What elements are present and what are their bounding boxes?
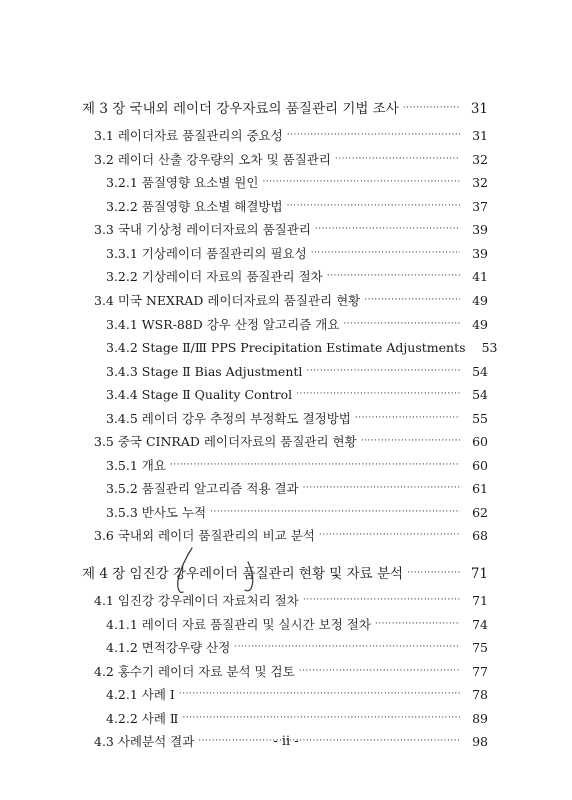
toc-page-number: 31 bbox=[470, 101, 488, 117]
toc-entry-3-2-2b bbox=[106, 266, 488, 288]
dot-leader bbox=[364, 289, 460, 311]
toc-entry-3-5-2 bbox=[106, 478, 488, 500]
toc-page-number: 60 bbox=[472, 434, 488, 449]
toc-page-number: 68 bbox=[472, 528, 488, 543]
toc-page-number: 61 bbox=[472, 481, 488, 496]
toc-entry-3-5-3 bbox=[106, 502, 488, 524]
toc-entry-title: 3.1 레이더자료 품질관리의 중요성 bbox=[94, 128, 283, 143]
toc-entry-3-2-2 bbox=[106, 196, 488, 218]
toc-entry-3-4-1 bbox=[106, 314, 488, 336]
toc-entry-3-4-2 bbox=[106, 337, 498, 359]
toc-page-number: 77 bbox=[472, 664, 488, 679]
dot-leader bbox=[296, 383, 460, 405]
toc-entry-4-1-2 bbox=[106, 637, 488, 659]
toc-entry-title: 3.2.2 기상레이더 자료의 품질관리 절차 bbox=[106, 269, 323, 284]
dot-leader bbox=[361, 430, 460, 452]
toc-entry-4-1 bbox=[94, 590, 488, 612]
toc-page-number: 71 bbox=[470, 566, 488, 582]
toc-page-number: 89 bbox=[472, 711, 488, 726]
toc-entry-title: 3.4.4 Stage Ⅱ Quality Control bbox=[106, 387, 293, 402]
toc-entry-title: 3.2.1 품질영향 요소별 원인 bbox=[106, 175, 259, 190]
dot-leader bbox=[355, 407, 460, 429]
toc-entry-title: 3.4.2 Stage Ⅱ/Ⅲ PPS Precipitation Estimate Adjustments bbox=[106, 340, 466, 355]
page-footer: - ii - bbox=[273, 734, 299, 749]
toc-entry-4-2 bbox=[94, 661, 488, 683]
dot-leader bbox=[335, 148, 460, 170]
toc-entry-title: 4.1.1 레이더 자료 품질관리 및 실시간 보정 절차 bbox=[106, 617, 371, 632]
toc-entry-title: 4.2 홍수기 레이더 자료 분석 및 검토 bbox=[94, 664, 295, 679]
toc-entry-3-4 bbox=[94, 290, 488, 312]
toc-page-number: 55 bbox=[472, 411, 488, 426]
toc-page-number: 49 bbox=[472, 293, 488, 308]
toc-page-number: 32 bbox=[472, 152, 488, 167]
toc-entry-title: 4.1.2 면적강우량 산정 bbox=[106, 640, 231, 655]
dot-leader bbox=[262, 171, 460, 193]
dot-leader bbox=[170, 454, 460, 476]
toc-entry-3-4-5 bbox=[106, 408, 488, 430]
dot-leader bbox=[303, 589, 460, 611]
toc-entry-title: 3.2.2 품질영향 요소별 해결방법 bbox=[106, 199, 283, 214]
toc-page-number: 39 bbox=[472, 246, 488, 261]
dot-leader bbox=[299, 660, 460, 682]
dot-leader bbox=[303, 477, 460, 499]
toc-entry-3-3 bbox=[94, 219, 488, 241]
toc-entry-title: 3.4.1 WSR-88D 강우 산정 알고리즘 개요 bbox=[106, 317, 340, 332]
toc-page-number: 37 bbox=[472, 199, 488, 214]
toc-page-number: 32 bbox=[472, 175, 488, 190]
toc-page-number: 62 bbox=[472, 505, 488, 520]
toc-entry-title: 3.5 중국 CINRAD 레이더자료의 품질관리 현황 bbox=[94, 434, 357, 449]
dot-leader bbox=[210, 501, 460, 523]
toc-page-number: 39 bbox=[472, 222, 488, 237]
dot-leader bbox=[287, 195, 460, 217]
toc-entry-title: 3.6 국내외 레이더 품질관리의 비교 분석 bbox=[94, 528, 315, 543]
toc-page-number: 49 bbox=[472, 317, 488, 332]
toc-entry-title: 3.2 레이더 산출 강우량의 오차 및 품질관리 bbox=[94, 152, 331, 167]
toc-page-number: 98 bbox=[472, 734, 488, 749]
toc-page-number: 60 bbox=[472, 458, 488, 473]
toc-entry-3-4-4 bbox=[106, 384, 488, 406]
toc-entry-3-3-1 bbox=[106, 243, 488, 265]
toc-entry-title: 4.2.1 사례 Ⅰ bbox=[106, 687, 175, 702]
dot-leader bbox=[319, 524, 460, 546]
dot-leader bbox=[327, 265, 460, 287]
toc-entry-4-2-1 bbox=[106, 684, 488, 706]
dot-leader bbox=[407, 562, 460, 584]
toc-page-number: 74 bbox=[472, 617, 488, 632]
toc-entry-chapter-4 bbox=[82, 563, 488, 585]
toc-entry-3-1 bbox=[94, 125, 488, 147]
dot-leader bbox=[234, 636, 460, 658]
toc-entry-4-1-1 bbox=[106, 614, 488, 636]
toc-page-number: 71 bbox=[472, 593, 488, 608]
toc-entry-title: 제 3 장 국내외 레이더 강우자료의 품질관리 기법 조사 bbox=[82, 101, 399, 117]
toc-entry-title: 4.1 임진강 강우레이더 자료처리 절차 bbox=[94, 593, 299, 608]
dot-leader bbox=[403, 97, 460, 119]
toc-entry-title: 3.4 미국 NEXRAD 레이더자료의 품질관리 현황 bbox=[94, 293, 361, 308]
toc-entry-4-2-2 bbox=[106, 708, 488, 730]
dot-leader bbox=[306, 360, 460, 382]
toc-entry-3-5-1 bbox=[106, 455, 488, 477]
toc-entry-title: 3.4.5 레이더 강우 추정의 부정확도 결정방법 bbox=[106, 411, 351, 426]
toc-page-number: 78 bbox=[472, 687, 488, 702]
toc-entry-title: 3.3 국내 기상청 레이더자료의 품질관리 bbox=[94, 222, 311, 237]
toc-page-number: 31 bbox=[472, 128, 488, 143]
toc-entry-title: 3.4.3 Stage Ⅱ Bias Adjustmentl bbox=[106, 364, 303, 379]
dot-leader bbox=[179, 683, 460, 705]
toc-entry-title: 3.5.3 반사도 누적 bbox=[106, 505, 207, 520]
toc-entry-3-4-3 bbox=[106, 361, 488, 383]
toc-page-number: 54 bbox=[472, 387, 488, 402]
dot-leader bbox=[287, 124, 460, 146]
toc-entry-3-6 bbox=[94, 525, 488, 547]
toc-entry-title: 4.2.2 사례 Ⅱ bbox=[106, 711, 179, 726]
dot-leader bbox=[315, 218, 460, 240]
toc-entry-title: 3.5.2 품질관리 알고리즘 적용 결과 bbox=[106, 481, 299, 496]
toc-entry-title: 3.5.1 개요 bbox=[106, 458, 166, 473]
toc-entry-chapter-3 bbox=[82, 98, 488, 120]
dot-leader bbox=[375, 613, 460, 635]
dot-leader bbox=[343, 313, 460, 335]
toc-page-number: 53 bbox=[481, 340, 498, 355]
toc-entry-title: 3.3.1 기상레이더 품질관리의 필요성 bbox=[106, 246, 307, 261]
toc-page-number: 41 bbox=[472, 269, 488, 284]
dot-leader bbox=[182, 707, 460, 729]
toc-entry-3-2-1 bbox=[106, 172, 488, 194]
toc-entry-3-5 bbox=[94, 431, 488, 453]
toc-page-number: 75 bbox=[472, 640, 488, 655]
toc-entry-title: 제 4 장 임진강 강우레이더 품질관리 현황 및 자료 분석 bbox=[82, 566, 404, 582]
toc-page-number: 54 bbox=[472, 364, 488, 379]
toc-entry-3-2 bbox=[94, 149, 488, 171]
dot-leader bbox=[311, 242, 460, 264]
toc-entry-title: 4.3 사례분석 결과 bbox=[94, 734, 195, 749]
